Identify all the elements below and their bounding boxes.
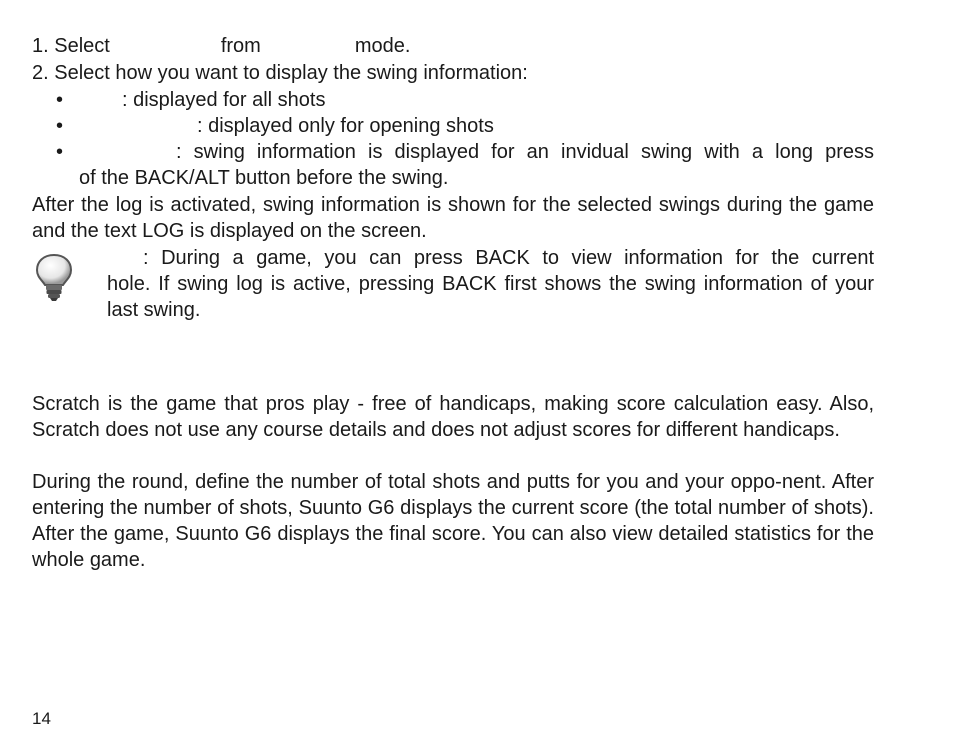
bullet-individual-swing-continuation: of the BACK/ALT button before the swing. [79, 167, 449, 189]
lightbulb-icon [32, 250, 76, 304]
log-paragraph: After the log is activated, swing information is shown for the selected swings during the game and the text LOG is displayed on the screen. [32, 194, 874, 242]
bullet-symbol: • [56, 89, 64, 111]
step-1 [32, 33, 410, 59]
tip-text: hole. If swing log is active, pressing BACK first shows the swing information of your last swing. [107, 273, 874, 321]
scratch-paragraph-2: During the round, define the number of total shots and putts for you and your oppo-nent. After entering the number of shots, Suunto G6 displays the current score (the total number of shots). After the game, Suunto G6 displays the final score. You can also view detailed statistics for the whole game. [32, 471, 874, 571]
bullet-opening-shots: : displayed only for opening shots [197, 115, 494, 137]
tip-first-line: : During a game, you can press BACK to view information for the current [143, 247, 874, 269]
page-number: 14 [32, 709, 51, 728]
bullet-individual-swing: : swing information is displayed for an invidual swing with a long press [176, 141, 874, 163]
step-2: 2. Select how you want to display the swing information: [32, 62, 528, 84]
step-1-middle: from [220, 35, 261, 57]
step-1-prefix: 1. Select [32, 35, 110, 57]
bullet-symbol: • [56, 141, 64, 163]
bullet-all-shots: : displayed for all shots [122, 89, 326, 111]
bullet-symbol: • [56, 115, 64, 137]
scratch-paragraph-1: Scratch is the game that pros play - free of handicaps, making score calculation easy. Also, Scratch does not use any course details and does not adjust scores for different handicaps. [32, 393, 874, 441]
step-1-suffix: mode. [354, 35, 411, 57]
